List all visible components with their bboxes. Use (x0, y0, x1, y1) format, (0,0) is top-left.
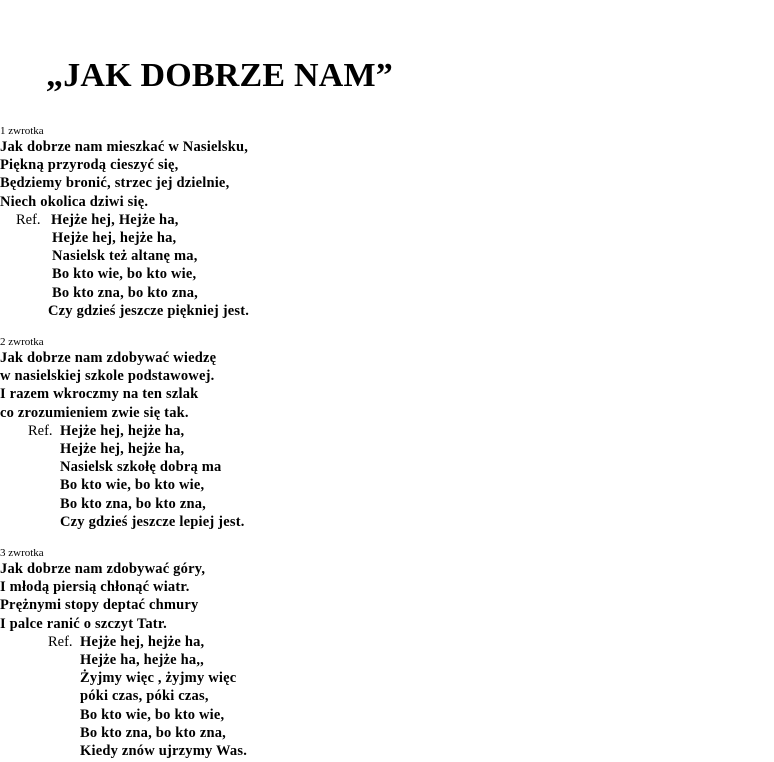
refrain-line: Bo kto zna, bo kto zna, (52, 284, 198, 301)
verse-line: Jak dobrze nam mieszkać w Nasielsku, (0, 139, 249, 155)
refrain-line: Nasielsk szkołę dobrą ma (60, 459, 222, 476)
verse-line: Prężnymi stopy deptać chmury (0, 597, 199, 614)
refrain-line: póki czas, póki czas, (80, 688, 209, 705)
refrain-line: Hejże hej, hejże ha, (80, 633, 205, 650)
stanza-2 (0, 336, 774, 531)
refrain-line: Hejże hej, hejże ha, (60, 440, 185, 457)
verse-label: 3 zwrotka (0, 547, 44, 559)
verse-line: I razem wkroczmy na ten szlak (0, 386, 199, 403)
refrain-line: Żyjmy więc , żyjmy więc (80, 670, 237, 687)
refrain-line: Hejże hej, hejże ha, (52, 229, 177, 246)
verse-line: Będziemy bronić, strzec jej dzielnie, (0, 175, 230, 192)
refrain-first-row (0, 633, 774, 651)
verse-line: I palce ranić o szczyt Tatr. (0, 615, 167, 632)
stanza-3 (0, 547, 774, 760)
refrain-line: Bo kto zna, bo kto zna, (60, 495, 206, 512)
verse-line: Jak dobrze nam zdobywać góry, (0, 561, 206, 577)
stanza-1 (0, 125, 774, 320)
refrain-line: Hejże hej, hejże ha, (60, 422, 185, 439)
refrain-label: Ref. (28, 422, 53, 439)
verse-label: 2 zwrotka (0, 336, 44, 348)
refrain-line: Bo kto wie, bo kto wie, (60, 477, 205, 494)
verse-line: I młodą piersią chłonąć wiatr. (0, 579, 190, 596)
verse-line: Piękną przyrodą cieszyć się, (0, 157, 179, 174)
refrain-line: Bo kto zna, bo kto zna, (80, 724, 226, 741)
verse-line: w nasielskiej szkole podstawowej. (0, 368, 215, 385)
refrain-line: Bo kto wie, bo kto wie, (52, 266, 197, 283)
refrain-line: Hejże hej, Hejże ha, (51, 211, 179, 228)
song-title: „JAK DOBRZE NAM” (46, 57, 393, 94)
refrain-line: Czy gdzieś jeszcze piękniej jest. (48, 302, 250, 319)
verse-line: Niech okolica dziwi się. (0, 193, 149, 210)
refrain-first-row (0, 211, 774, 229)
refrain-line: Czy gdzieś jeszcze lepiej jest. (60, 513, 245, 530)
refrain-line: Bo kto wie, bo kto wie, (80, 706, 225, 723)
refrain-line: Nasielsk też altanę ma, (52, 248, 198, 265)
refrain-label: Ref. (16, 211, 41, 228)
verse-line: Jak dobrze nam zdobywać wiedzę (0, 350, 217, 366)
refrain-label: Ref. (48, 633, 73, 650)
refrain-first-row (0, 422, 774, 440)
verse-label: 1 zwrotka (0, 125, 44, 137)
refrain-line: Kiedy znów ujrzymy Was. (80, 742, 248, 759)
refrain-line: Hejże ha, hejże ha,, (80, 651, 204, 668)
verse-line: co zrozumieniem zwie się tak. (0, 404, 189, 421)
